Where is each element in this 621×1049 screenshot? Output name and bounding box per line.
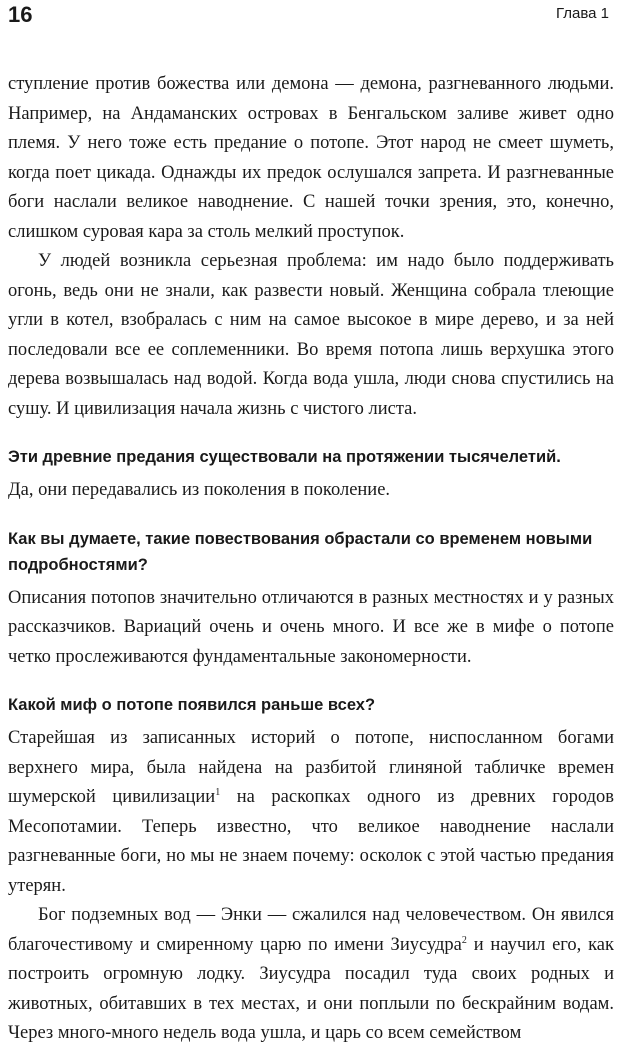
footnote-ref-1[interactable]: 1 — [215, 786, 221, 798]
paragraph-enki — [8, 901, 614, 1049]
answer-3-text-end: на раскопках одного из древних городов Месопотамии. Теперь известно, что великое наводнение наслали разгневанные боги, но мы не знаем почему: осколок с этой частью предания утерян. — [8, 787, 614, 896]
page-header — [0, 0, 621, 32]
answer-1: Да, они передавались из поколения в поколение. — [8, 480, 391, 500]
paragraph-continuation: ступление против божества или демона — демона, разгневанного людьми. Например, на Андаманских островах в Бенгальском заливе живет одно племя. У него тоже есть предание о потопе. Этот народ не смеет шуметь, когда поет цикада. Однажды их предок ослушался запрета. И разгневанные боги наслали великое наводнение. С нашей точки зрения, это, конечно, слишком суровая кара за столь мелкий проступок. — [8, 74, 614, 242]
running-head-chapter: Глава 1 — [555, 5, 609, 22]
page-body — [8, 70, 614, 1049]
question-heading-2: Как вы думаете, такие повествования обрастали со временем новыми подробностями? — [8, 529, 593, 574]
paragraph-enki-end: и научил его, как построить огромную лодку. Зиусудра посадил туда своих родных и животных, обитавших в тех местах, и они поплыли по бескрайним водам. Через много-много недель вода ушла, и царь со всем семейством — [8, 934, 614, 1043]
question-heading-1: Эти древние предания существовали на протяжении тысячелетий. — [8, 448, 561, 466]
answer-3-text-start: Старейшая из записанных историй о потопе, ниспосланном богами верхнего мира, была найдена на разбитой глиняной табличке времен шумерской цивилизации — [8, 728, 614, 807]
answer-3 — [8, 724, 614, 901]
page-number: 16 — [8, 2, 33, 27]
answer-2: Описания потопов значительно отличаются в разных местностях и у разных рассказчиков. Вариаций очень и очень много. И все же в мифе о потопе четко прослеживаются фундаментальные закономерности. — [8, 587, 614, 667]
paragraph-enki-start: Бог подземных вод — Энки — сжалился над человечеством. Он явился благочестивому и смиренному царю по имени Зиусудра — [8, 905, 614, 955]
question-heading-3: Какой миф о потопе появился раньше всех? — [8, 696, 376, 714]
paragraph-fire: У людей возникла серьезная проблема: им надо было поддерживать огонь, ведь они не знали, как развести новый. Женщина собрала тлеющие угли в котел, взобралась с ним на самое высокое в мире дерево, и за ней последовали все ее соплеменники. Во время потопа лишь верхушка этого дерева возвышалась над водой. Когда вода ушла, люди снова спустились на сушу. И цивилизация начала жизнь с чистого листа. — [8, 251, 614, 419]
footnote-ref-2[interactable]: 2 — [461, 934, 467, 946]
